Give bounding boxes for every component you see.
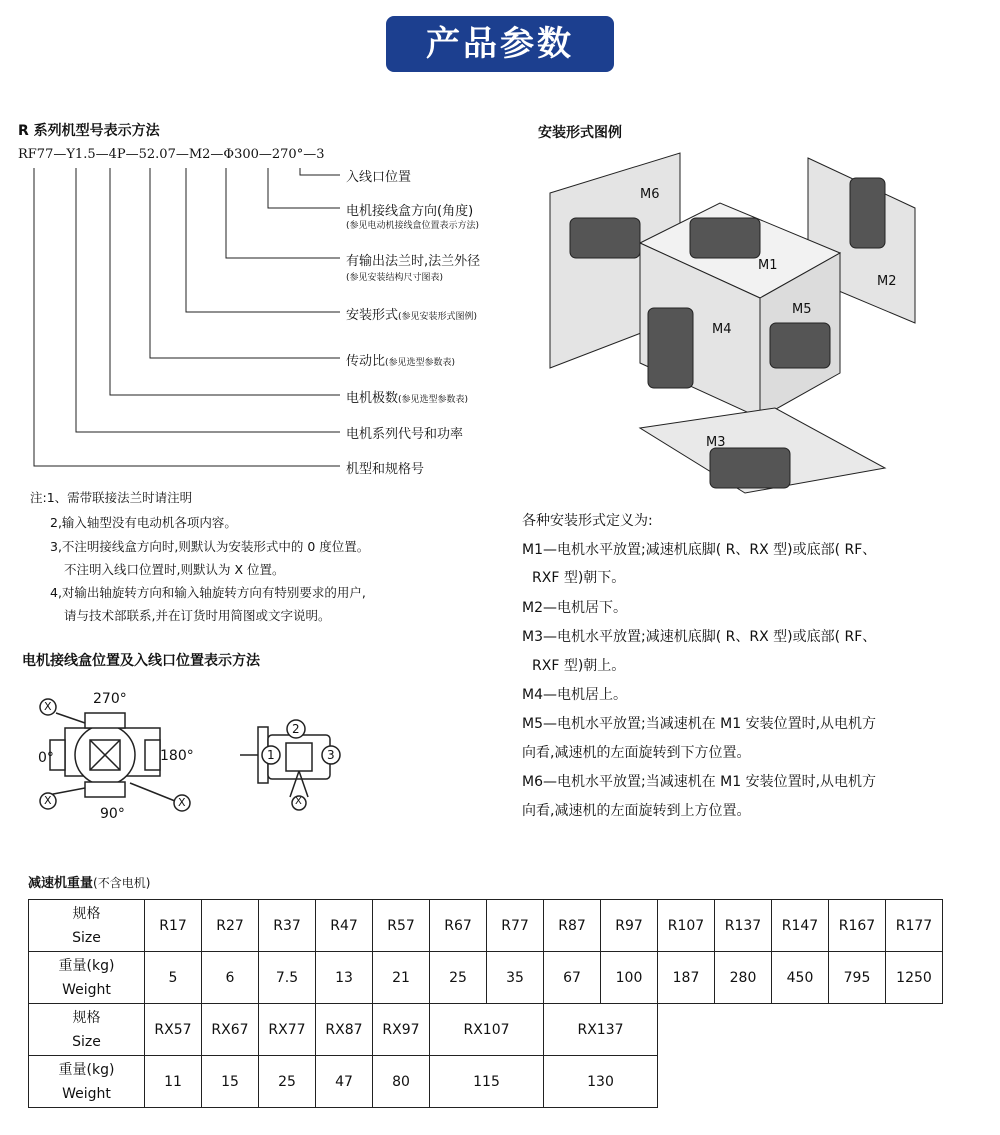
weight-cell: 67 xyxy=(544,952,601,1004)
weight-section-title: 减速机重量(不含电机) xyxy=(28,876,151,891)
port-2: 2 xyxy=(292,722,300,736)
junction-section-title: 电机接线盒位置及入线口位置表示方法 xyxy=(22,653,260,669)
size-cell: R87 xyxy=(544,900,601,952)
empty-cell xyxy=(658,1056,943,1108)
weight-cell: 280 xyxy=(715,952,772,1004)
sub-note-box: (参见电动机接线盒位置表示方法) xyxy=(346,221,480,231)
weight-cell: 25 xyxy=(430,952,487,1004)
table-row xyxy=(29,1004,943,1056)
size-cell: R17 xyxy=(145,900,202,952)
install-def-9: 向看,减速机的左面旋转到上方位置。 xyxy=(522,803,751,819)
install-def-7: 向看,减速机的左面旋转到下方位置。 xyxy=(522,745,751,761)
x-mark-bottom-right: X xyxy=(178,796,186,809)
angle-180: 180° xyxy=(160,748,194,764)
weight-cell: 15 xyxy=(202,1056,259,1108)
face-label-m4: M4 xyxy=(712,322,732,337)
size-cell: R167 xyxy=(829,900,886,952)
weight-header: 重量(kg) Weight xyxy=(29,952,145,1004)
install-def-4: RXF 型)朝上。 xyxy=(532,658,626,674)
weight-cell: 80 xyxy=(373,1056,430,1108)
size-cell: RX87 xyxy=(316,1004,373,1056)
gearbox-m4 xyxy=(648,308,693,388)
weight-cell: 187 xyxy=(658,952,715,1004)
weight-cell: 795 xyxy=(829,952,886,1004)
note-2: 2,输入轴型没有电动机各项内容。 xyxy=(50,515,237,530)
gearbox-m2 xyxy=(850,178,885,248)
size-cell: RX137 xyxy=(544,1004,658,1056)
page-title-banner: 产品参数 xyxy=(386,16,614,72)
note-4b: 请与技术部联系,并在订货时用简图或文字说明。 xyxy=(64,608,331,623)
size-header: 规格 Size xyxy=(29,1004,145,1056)
weight-cell: 5 xyxy=(145,952,202,1004)
weight-table xyxy=(28,899,943,1108)
face-label-m5: M5 xyxy=(792,302,812,317)
size-cell: R47 xyxy=(316,900,373,952)
table-row xyxy=(29,900,943,952)
x-mark-port: X xyxy=(295,796,302,807)
install-def-2: M2—电机居下。 xyxy=(522,600,627,616)
install-def-1: RXF 型)朝下。 xyxy=(532,570,626,586)
angle-90: 90° xyxy=(100,806,125,822)
gearbox-m6 xyxy=(570,218,640,258)
install-section-title: 安装形式图例 xyxy=(538,125,622,141)
x-mark-bottom-left: X xyxy=(44,794,52,807)
weight-cell: 100 xyxy=(601,952,658,1004)
port-1: 1 xyxy=(267,748,275,762)
weight-cell: 13 xyxy=(316,952,373,1004)
weight-cell: 47 xyxy=(316,1056,373,1108)
face-label-m2: M2 xyxy=(877,274,897,289)
size-cell: RX107 xyxy=(430,1004,544,1056)
x-mark-top: X xyxy=(44,700,52,713)
weight-cell: 11 xyxy=(145,1056,202,1108)
weight-cell: 7.5 xyxy=(259,952,316,1004)
label-inlet-position: 入线口位置 xyxy=(346,170,412,185)
gearbox-m3 xyxy=(710,448,790,488)
weight-cell: 450 xyxy=(772,952,829,1004)
table-row xyxy=(29,952,943,1004)
install-def-3: M3—电机水平放置;减速机底脚( R、RX 型)或底部( RF、 xyxy=(522,629,877,645)
sub-note-flange: (参见安装结构尺寸图表) xyxy=(346,273,444,283)
gearbox-m1 xyxy=(690,218,760,258)
label-model-size: 机型和规格号 xyxy=(346,462,425,477)
install-def-0: M1—电机水平放置;减速机底脚( R、RX 型)或底部( RF、 xyxy=(522,542,877,558)
install-intro: 各种安装形式定义为: xyxy=(522,513,653,529)
label-box-direction: 电机接线盒方向(角度) xyxy=(346,204,474,219)
note-1: 注:1、需带联接法兰时请注明 xyxy=(30,490,193,505)
model-code: RF77—Y1.5—4P—52.07—M2—Φ300—270°—3 xyxy=(18,147,325,162)
weight-cell: 21 xyxy=(373,952,430,1004)
empty-cell xyxy=(658,1004,943,1056)
size-cell: RX67 xyxy=(202,1004,259,1056)
table-row xyxy=(29,1056,943,1108)
weight-cell: 6 xyxy=(202,952,259,1004)
note-3: 3,不注明接线盒方向时,则默认为安装形式中的 0 度位置。 xyxy=(50,539,370,554)
size-cell: RX97 xyxy=(373,1004,430,1056)
gearbox-m5 xyxy=(770,323,830,368)
note-3b: 不注明入线口位置时,则默认为 X 位置。 xyxy=(64,562,285,577)
install-def-5: M4—电机居上。 xyxy=(522,687,627,703)
weight-cell: 115 xyxy=(430,1056,544,1108)
angle-0: 0° xyxy=(38,750,54,766)
size-cell: R137 xyxy=(715,900,772,952)
size-cell: R37 xyxy=(259,900,316,952)
size-cell: R177 xyxy=(886,900,943,952)
size-cell: R67 xyxy=(430,900,487,952)
label-install-form: 安装形式(参见安装形式图例) xyxy=(346,308,478,323)
install-def-8: M6—电机水平放置;当减速机在 M1 安装位置时,从电机方 xyxy=(522,774,877,790)
weight-cell: 1250 xyxy=(886,952,943,1004)
size-cell: RX57 xyxy=(145,1004,202,1056)
weight-header: 重量(kg) Weight xyxy=(29,1056,145,1108)
label-flange: 有输出法兰时,法兰外径 xyxy=(346,254,481,269)
install-def-6: M5—电机水平放置;当减速机在 M1 安装位置时,从电机方 xyxy=(522,716,877,732)
angle-270: 270° xyxy=(93,691,127,707)
weight-cell: 130 xyxy=(544,1056,658,1108)
weight-cell: 35 xyxy=(487,952,544,1004)
size-cell: R107 xyxy=(658,900,715,952)
note-4: 4,对输出轴旋转方向和输入轴旋转方向有特别要求的用户, xyxy=(50,585,366,600)
label-ratio: 传动比(参见选型参数表) xyxy=(346,354,456,369)
size-cell: R77 xyxy=(487,900,544,952)
size-cell: R27 xyxy=(202,900,259,952)
face-label-m1: M1 xyxy=(758,258,778,273)
size-cell: R57 xyxy=(373,900,430,952)
size-cell: R147 xyxy=(772,900,829,952)
port-3: 3 xyxy=(327,748,335,762)
model-section-title: R 系列机型号表示方法 xyxy=(18,123,160,139)
label-poles: 电机极数(参见选型参数表) xyxy=(346,391,469,406)
face-label-m6: M6 xyxy=(640,187,660,202)
weight-cell: 25 xyxy=(259,1056,316,1108)
size-cell: RX77 xyxy=(259,1004,316,1056)
face-label-m3: M3 xyxy=(706,435,726,450)
size-cell: R97 xyxy=(601,900,658,952)
label-motor-series: 电机系列代号和功率 xyxy=(346,427,464,442)
size-header: 规格 Size xyxy=(29,900,145,952)
